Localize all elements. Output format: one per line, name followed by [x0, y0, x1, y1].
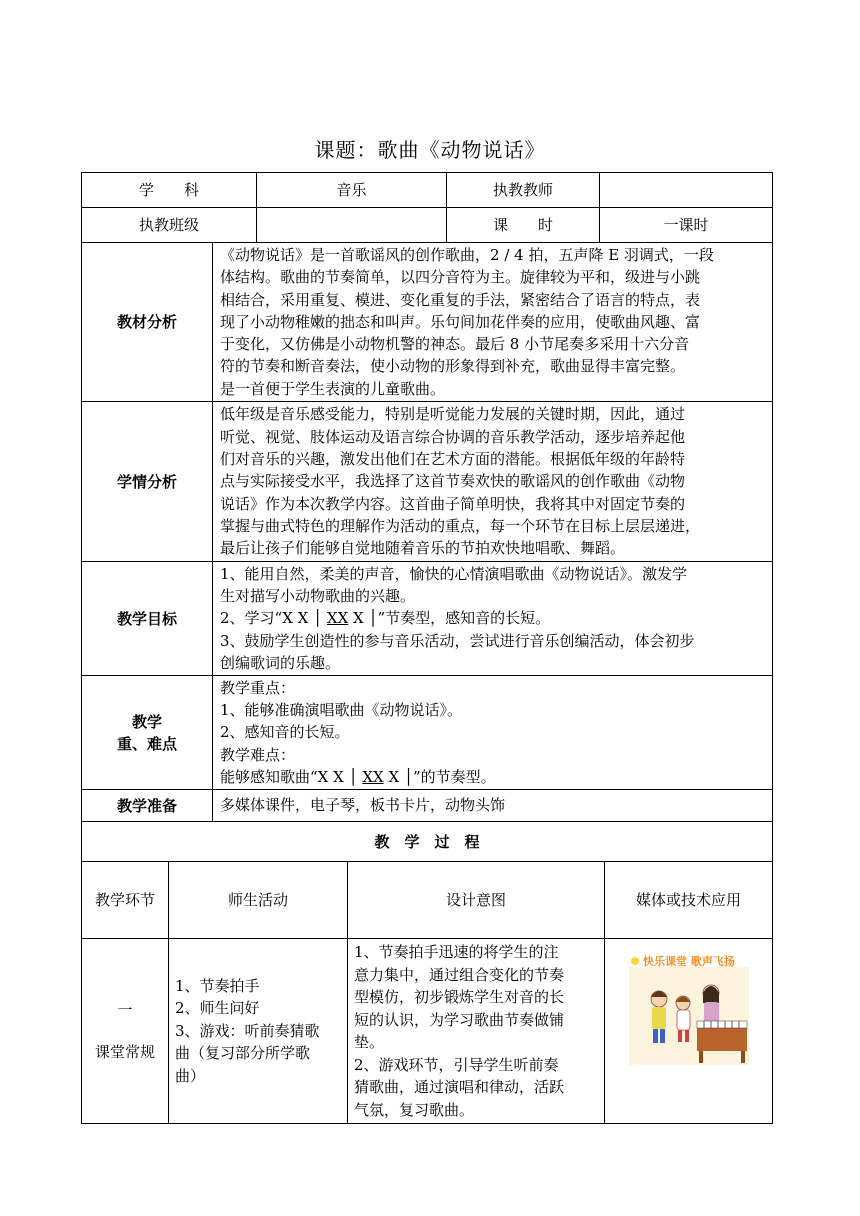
- preparation-label: 教学准备: [82, 790, 213, 822]
- illustration-caption: 快乐课堂 歌声飞扬: [642, 955, 735, 968]
- class-value: [257, 208, 447, 243]
- stage-number: 一: [117, 1001, 133, 1019]
- sun-icon: [631, 957, 639, 965]
- col-header-intent: 设计意图: [348, 862, 605, 939]
- teaching-goal-text: 1、能用自然，柔美的声音，愉快的心情演唱歌曲《动物说话》。激发学 生对描写小动物歌曲的兴趣。 2、学习“X X │ XX X │”节奏型，感知音的长短。 3、鼓励学生创造性的参与音乐活动，尝试进行音乐创编活动，体会初步 创编歌词的乐趣。: [213, 562, 773, 676]
- goal-rhythm-line: 2、学习“X X │ XX X │”节奏型，感知音的长短。: [220, 609, 551, 628]
- hours-value: 一课时: [600, 208, 773, 243]
- col-header-activities: 师生活动: [169, 862, 348, 939]
- lesson-info-table: [81, 172, 773, 822]
- col-header-stage: 教学环节: [82, 862, 169, 939]
- material-analysis-label: 教材分析: [82, 243, 213, 402]
- key-rhythm-line: 能够感知歌曲“X X │ XX X │”的节奏型。: [220, 767, 496, 786]
- subject-label: 学 科: [82, 173, 257, 208]
- key-points-text: 教学重点： 1、能够准确演唱歌曲《动物说话》。 2、感知音的长短。 教学难点： 能够感知歌曲“X X │ XX X │”的节奏型。: [213, 676, 773, 790]
- key-points-label: 教学 重、难点: [82, 676, 213, 790]
- stage-cell: [82, 939, 169, 1124]
- activities-cell: 1、节奏拍手 2、师生问好 3、游戏：听前奏猜歌 曲（复习部分所学歌 曲）: [169, 939, 348, 1124]
- process-heading: 教 学 过 程: [82, 822, 773, 862]
- teaching-process-table: [81, 821, 773, 1124]
- page-title: 课题：歌曲《动物说话》: [314, 138, 546, 162]
- student-analysis-label: 学情分析: [82, 402, 213, 562]
- teacher-label: 执教教师: [447, 173, 600, 208]
- hours-label: 课 时: [447, 208, 600, 243]
- subject-value: 音乐: [257, 173, 447, 208]
- class-label: 执教班级: [82, 208, 257, 243]
- student-analysis-text: 低年级是音乐感受能力，特别是听觉能力发展的关键时期，因此，通过 听觉、视觉、肢体运动及语言综合协调的音乐教学活动，逐步培养起他 们对音乐的兴趣，激发出他们在艺术方面的潜能。根据低年级的年龄特 点与实际接受水平，我选择了这首节奏欢快的歌谣风的创作歌曲《动物 说话》作为本次教学内容。这首曲子简单明快，我将其中对固定节奏的 掌握与曲式特色的理解作为活动的重点，每一个环节在目标上层层递进， 最后让孩子们能够自觉地随着音乐的节拍欢快地唱歌、舞蹈。: [213, 402, 773, 562]
- stage-name: 课堂常规: [94, 1043, 155, 1061]
- preparation-value: 多媒体课件，电子琴，板书卡片，动物头饰: [213, 790, 773, 822]
- col-header-media: 媒体或技术应用: [605, 862, 773, 939]
- media-cell: [605, 939, 773, 1124]
- teacher-value: [600, 173, 773, 208]
- teaching-goal-label: 教学目标: [82, 562, 213, 676]
- classroom-singing-illustration: [627, 947, 751, 1067]
- material-analysis-text: 《动物说话》是一首歌谣风的创作歌曲，2 / 4 拍，五声降 E 羽调式，一段 体结构。歌曲的节奏简单，以四分音符为主。旋律较为平和，级进与小跳 相结合，采用重复、模进、变化重复的手法，紧密结合了语言的特点，表 现了小动物稚嫩的拙态和叫声。乐句间加花伴奏的应用，使歌曲风趣、富 于变化，又仿佛是小动物机警的神态。最后 8 小节尾奏多采用十六分音 符的节奏和断音奏法，使小动物的形象得到补充，歌曲显得丰富完整。 是一首便于学生表演的儿童歌曲。: [213, 243, 773, 402]
- intent-cell: 1、节奏拍手迅速的将学生的注 意力集中，通过组合变化的节奏 型模仿，初步锻炼学生对音的长 短的认识，为学习歌曲节奏做铺 垫。 2、游戏环节，引导学生听前奏 猜歌曲，通过演唱和律动，活跃 气氛，复习歌曲。: [348, 939, 605, 1124]
